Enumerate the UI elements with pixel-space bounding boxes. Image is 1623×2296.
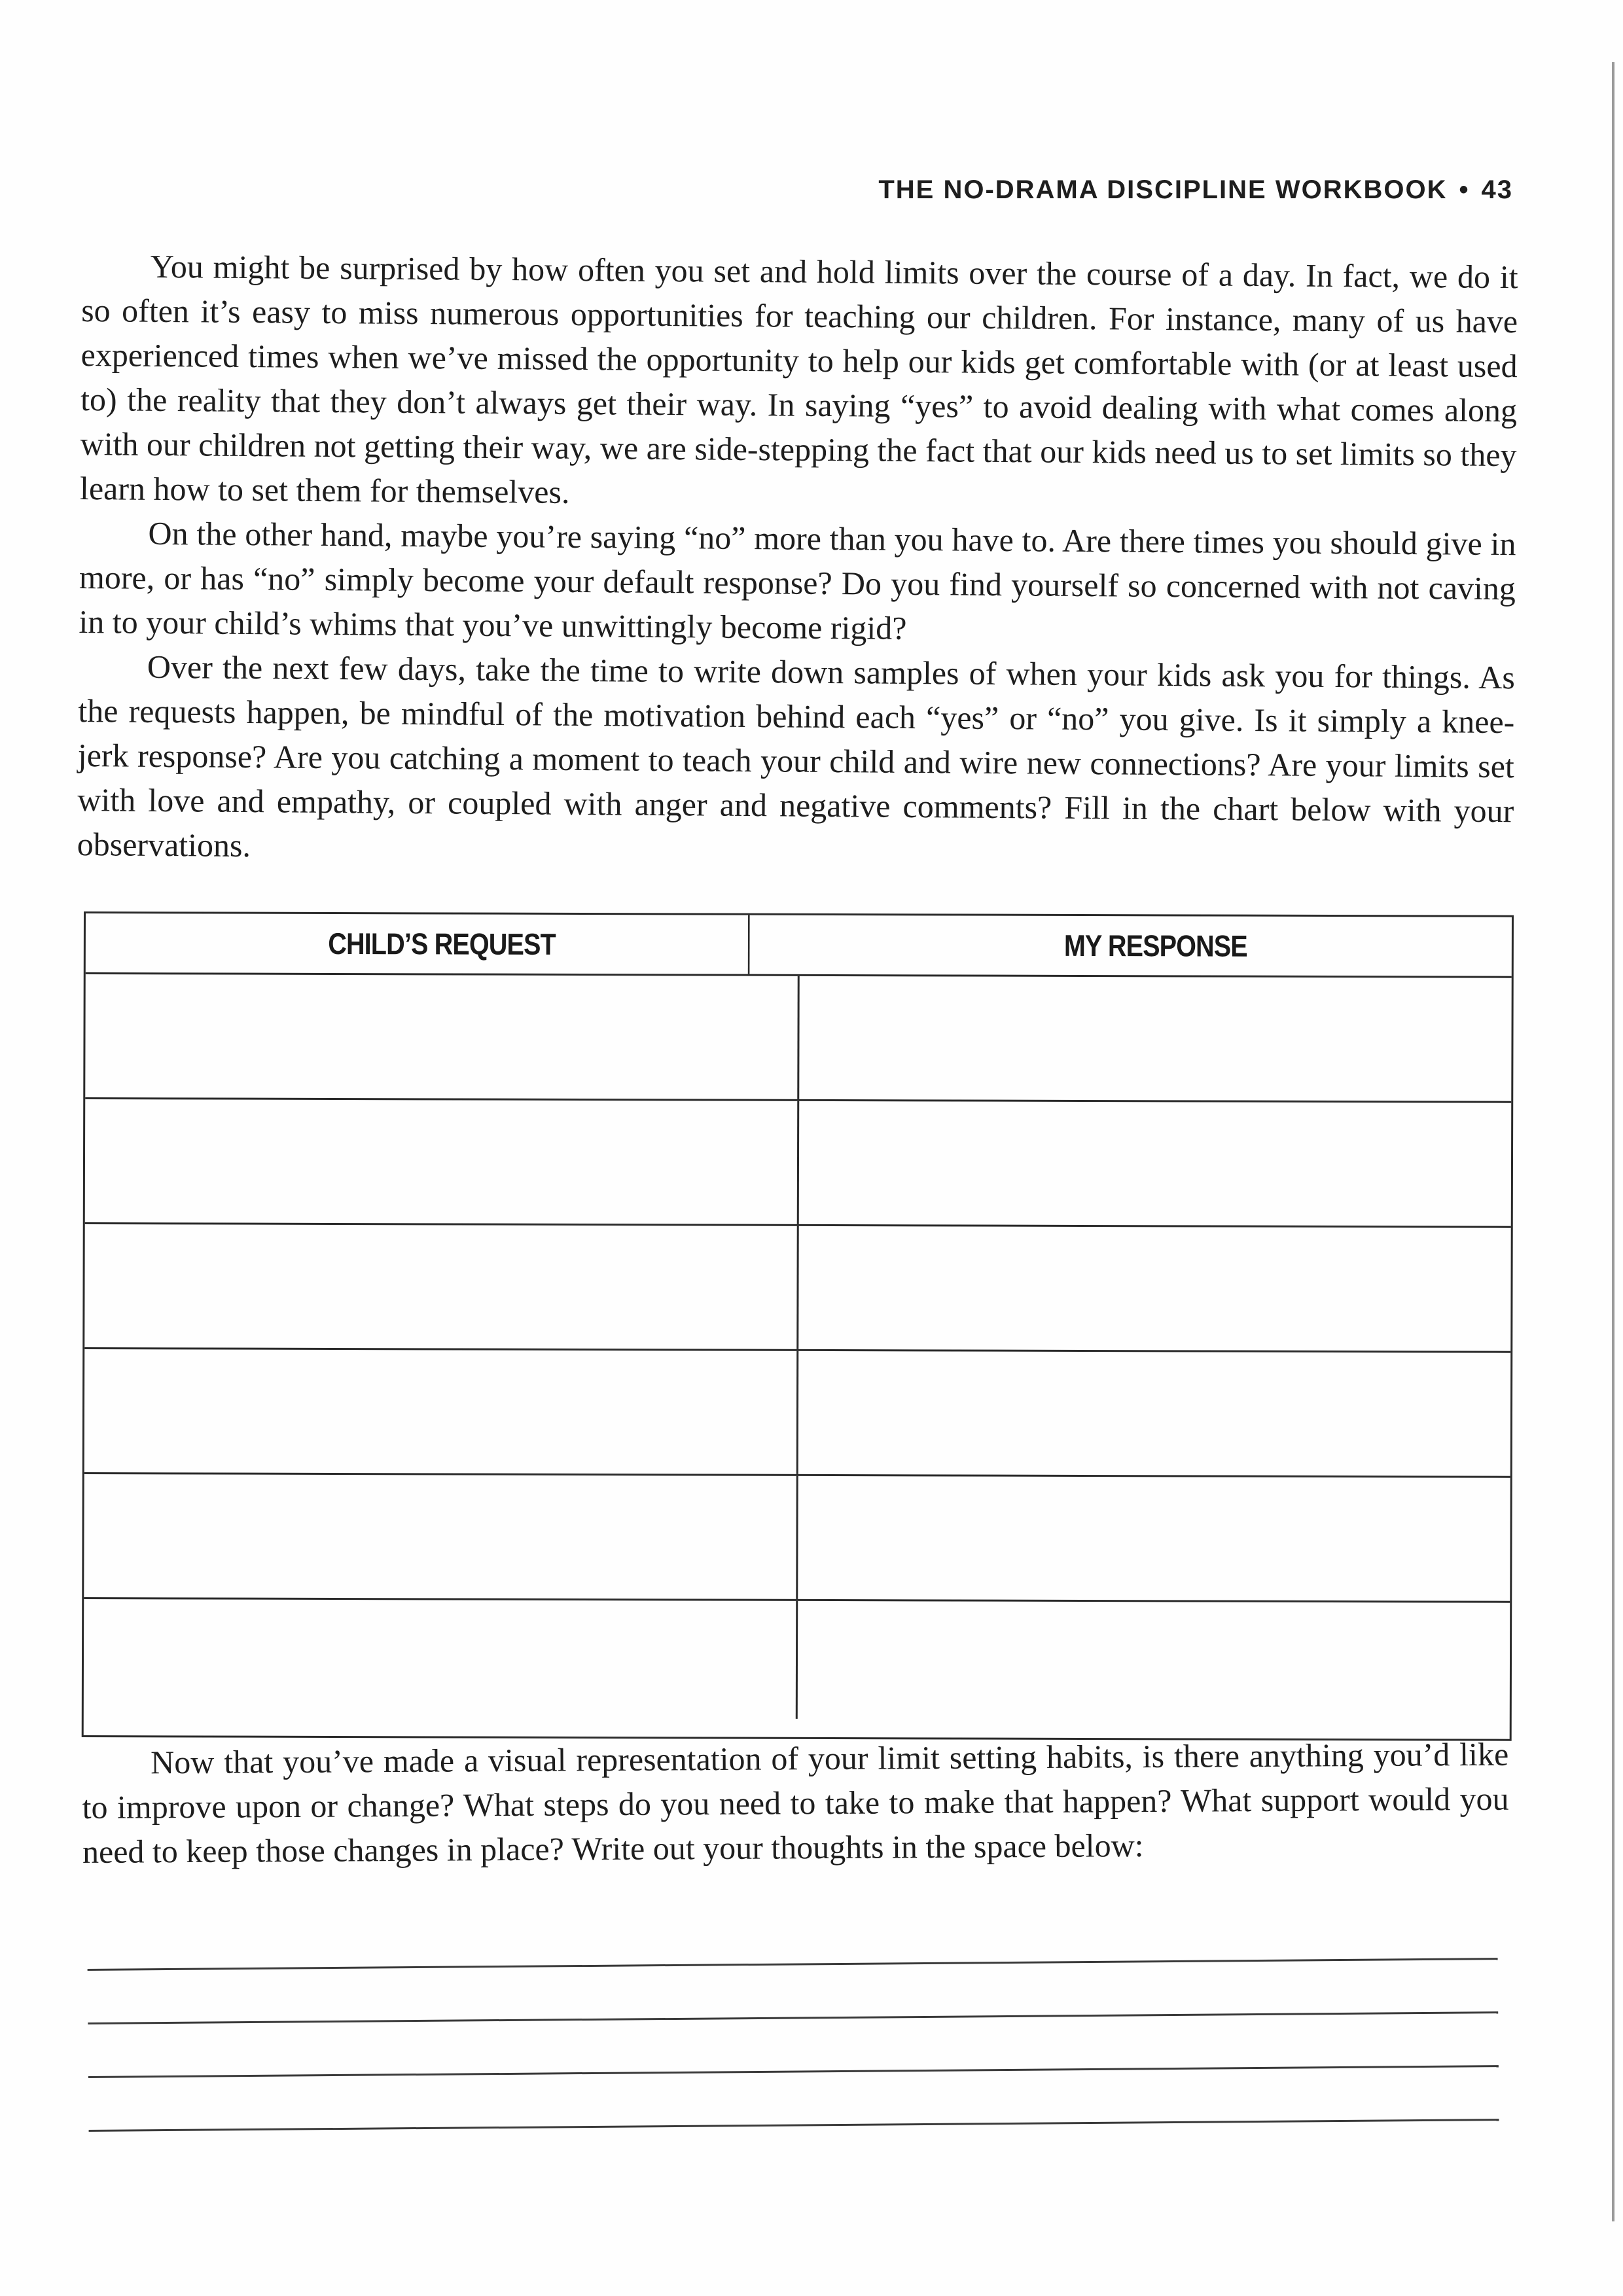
reflection-text	[82, 1732, 1509, 1874]
childs-request-cell[interactable]	[84, 1349, 798, 1474]
childs-request-cell[interactable]	[84, 1599, 798, 1719]
childs-request-cell[interactable]	[84, 1474, 798, 1599]
paragraph-saying-no: On the other hand, maybe you’re saying “no” more than you have to. Are there times you should give in more, or has “no” simply become your default response? Do you find yourself so concerned with not caving in to your child’s whims that you’ve unwittingly become rigid?	[79, 514, 1516, 646]
paragraph-limits: You might be surprised by how often you set and hold limits over the course of a day. In fact, we do it so often it’s easy to miss numerous opportunities for teaching our children. For instance, many of us have experienced times when we’ve missed the opportunity to help our kids get comfortable with (or at least used to) the reality that they don’t always get their way. In saying “yes” to avoid dealing with what comes along with our children not getting their way, we are side-stepping the fact that our kids need us to set limits so they learn how to set them for themselves.	[79, 247, 1518, 510]
my-response-cell[interactable]	[798, 1226, 1510, 1351]
table-row	[85, 1099, 1511, 1228]
table-row	[84, 1349, 1510, 1478]
writing-line[interactable]	[88, 2067, 1499, 2132]
page-number: 43	[1481, 175, 1513, 204]
childs-request-cell[interactable]	[85, 1099, 799, 1224]
column-header-childs-request: CHILD’S REQUEST	[135, 913, 749, 974]
my-response-cell[interactable]	[798, 1476, 1510, 1601]
table-row	[85, 974, 1511, 1103]
table-row	[84, 1474, 1510, 1603]
table-row	[84, 1224, 1510, 1353]
my-response-cell[interactable]	[799, 976, 1511, 1101]
running-header	[878, 175, 1513, 205]
writing-lines	[87, 1906, 1499, 2132]
book-title: THE NO-DRAMA DISCIPLINE WORKBOOK	[878, 175, 1448, 204]
header-separator: •	[1459, 175, 1470, 204]
request-response-chart	[82, 911, 1514, 1741]
page-edge-shadow	[1612, 62, 1614, 2221]
my-response-cell[interactable]	[798, 1601, 1510, 1721]
table-row	[84, 1599, 1510, 1721]
column-header-my-response: MY RESPONSE	[1063, 928, 1247, 963]
chart-header-row	[86, 913, 1512, 978]
childs-request-cell[interactable]	[84, 1224, 798, 1349]
my-response-cell[interactable]	[799, 1101, 1511, 1226]
intro-text	[77, 243, 1518, 877]
paragraph-observe-requests: Over the next few days, take the time to write down samples of when your kids ask you for things. As the requests happen, be mindful of the motivation behind each “yes” or “no” you give. Is it simply a knee-jerk response? Are you catching a moment to teach your child and wire new connections? Are your limits set with love and empathy, or coupled with anger and negative comments? Fill in the chart below with your observations.	[77, 648, 1516, 864]
paragraph-reflection: Now that you’ve made a visual representation of your limit setting habits, is there anything you’d like to improve upon or change? What steps do you need to take to make that happen? What support would you need to keep those changes in place? Write out your thoughts in the space below:	[82, 1735, 1509, 1870]
my-response-cell[interactable]	[798, 1351, 1510, 1476]
childs-request-cell[interactable]	[85, 974, 799, 1099]
